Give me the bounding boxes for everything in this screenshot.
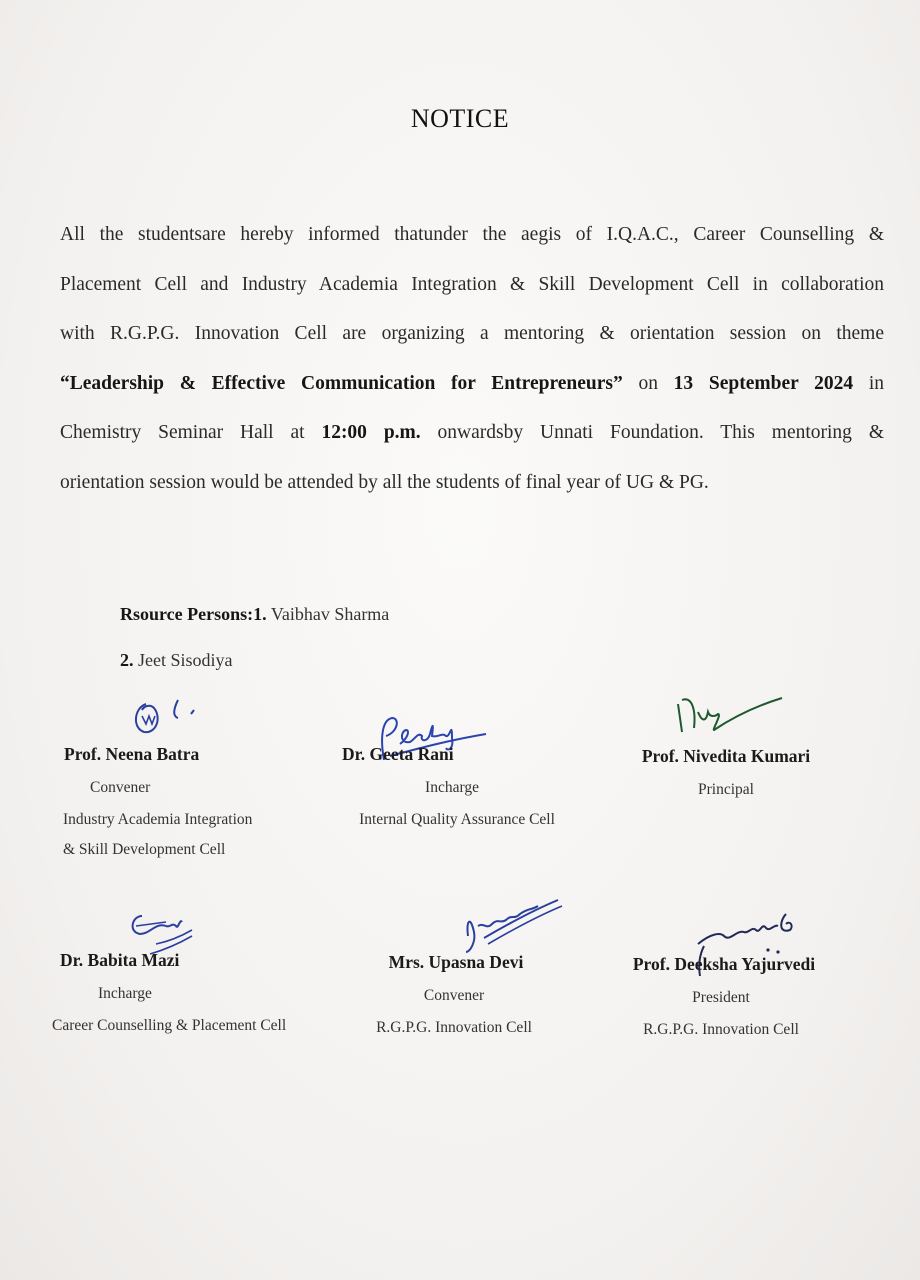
signatory-role: Convener [90, 779, 151, 796]
signature-upasna-devi-icon [458, 892, 568, 956]
signatory-geeta-rani [334, 744, 580, 829]
signatory-name: Prof. Neena Batra [64, 744, 200, 764]
signatory-role: Convener [423, 987, 485, 1004]
signature-neena-batra-icon [128, 694, 228, 744]
signatory-role: Incharge [425, 779, 479, 796]
signatory-dept: R.G.P.G. Innovation Cell [643, 1021, 799, 1038]
body-line-4: “Leadership & Effective Communication for Entrepreneurs” on 13 September 2024 in [60, 372, 884, 394]
body-line-5: Chemistry Seminar Hall at 12:00 p.m. onwardsby Unnati Foundation. This mentoring & [60, 422, 884, 444]
signatory-dept: R.G.P.G. Innovation Cell [376, 1019, 532, 1036]
signature-nivedita-kumari-icon [672, 692, 792, 742]
session-theme: “Leadership & Effective Communication for Entrepreneurs” [60, 372, 623, 394]
signatory-dept: Career Counselling & Placement Cell [52, 1017, 287, 1034]
body-line-6: orientation session would be attended by all the students of final year of UG & PG. [60, 471, 709, 493]
notice-body [60, 210, 884, 508]
signatory-name: Dr. Babita Mazi [60, 950, 180, 970]
resource-person-2: Jeet Sisodiya [133, 650, 233, 670]
signatory-neena-batra [52, 744, 272, 859]
signatory-name: Dr. Geeta Rani [342, 744, 454, 764]
signatory-babita-mazi [44, 950, 344, 1035]
signatory-role: Incharge [98, 985, 152, 1002]
session-time: 12:00 p.m. [321, 422, 421, 444]
resource-persons: Rsource Persons:1. Vaibhav Sharma 2. Jeet Sisodiya [120, 604, 390, 670]
signatory-dept: Internal Quality Assurance Cell [359, 811, 555, 828]
signatory-dept-line-2: & Skill Development Cell [63, 841, 226, 858]
resource-label: Rsource Persons:1. [120, 604, 267, 624]
session-date: 13 September 2024 [673, 372, 854, 394]
body-line-3: with R.G.P.G. Innovation Cell are organizing a mentoring & orientation session on theme [60, 323, 884, 345]
signatory-name: Mrs. Upasna Devi [388, 952, 524, 972]
notice-title: NOTICE [410, 104, 510, 133]
signatory-role: Principal [698, 781, 754, 798]
signatory-deeksha-yajurvedi [604, 954, 844, 1039]
signatory-dept: Industry Academia Integration [63, 811, 253, 828]
signatory-role: President [692, 989, 750, 1006]
signatory-name: Prof. Deeksha Yajurvedi [632, 954, 816, 974]
body-line-1: All the studentsare hereby informed thatunder the aegis of I.Q.A.C., Career Counselling & [60, 224, 884, 245]
resource-person-1: Vaibhav Sharma [266, 604, 390, 624]
body-line-2: Placement Cell and Industry Academia Integration & Skill Development Cell in collaboration [60, 273, 884, 295]
signatory-nivedita-kumari [610, 746, 842, 799]
signatory-upasna-devi [344, 952, 564, 1037]
signatory-name: Prof. Nivedita Kumari [641, 746, 811, 766]
